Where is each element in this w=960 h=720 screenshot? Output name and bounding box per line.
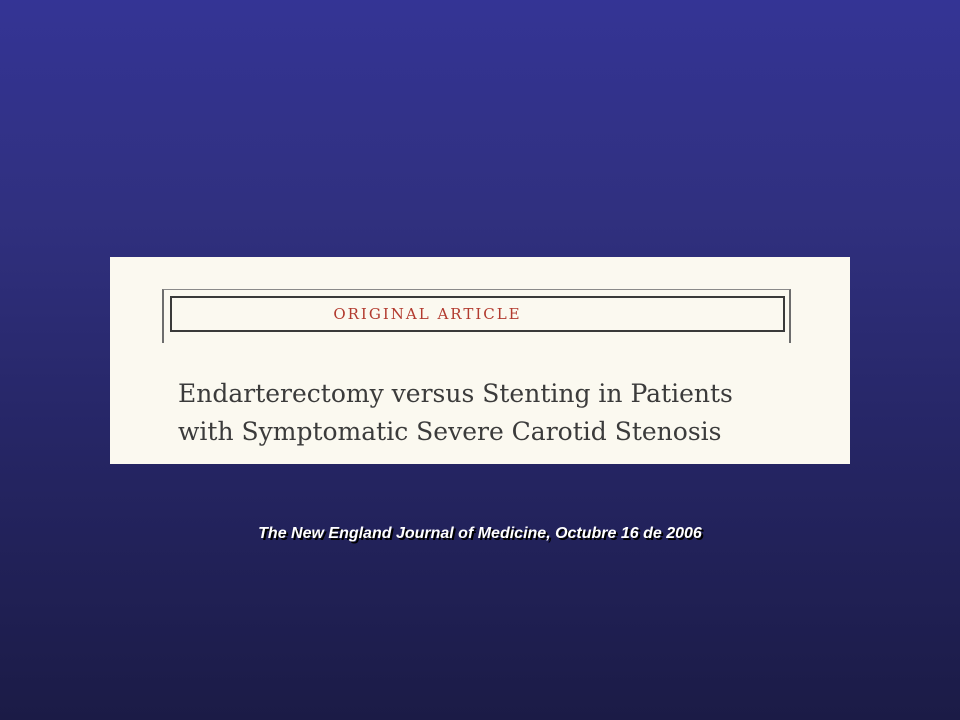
banner-frame — [162, 289, 791, 343]
journal-citation: The New England Journal of Medicine, Octubre 16 de 2006 — [258, 525, 702, 542]
article-title-line-1: Endarterectomy versus Stenting in Patients — [178, 379, 733, 408]
banner-label: ORIGINAL ARTICLE — [333, 305, 522, 323]
article-title — [178, 375, 838, 451]
article-title-line-2: with Symptomatic Severe Carotid Stenosis — [178, 417, 722, 446]
original-article-banner — [170, 296, 785, 332]
article-header-image — [110, 257, 850, 464]
